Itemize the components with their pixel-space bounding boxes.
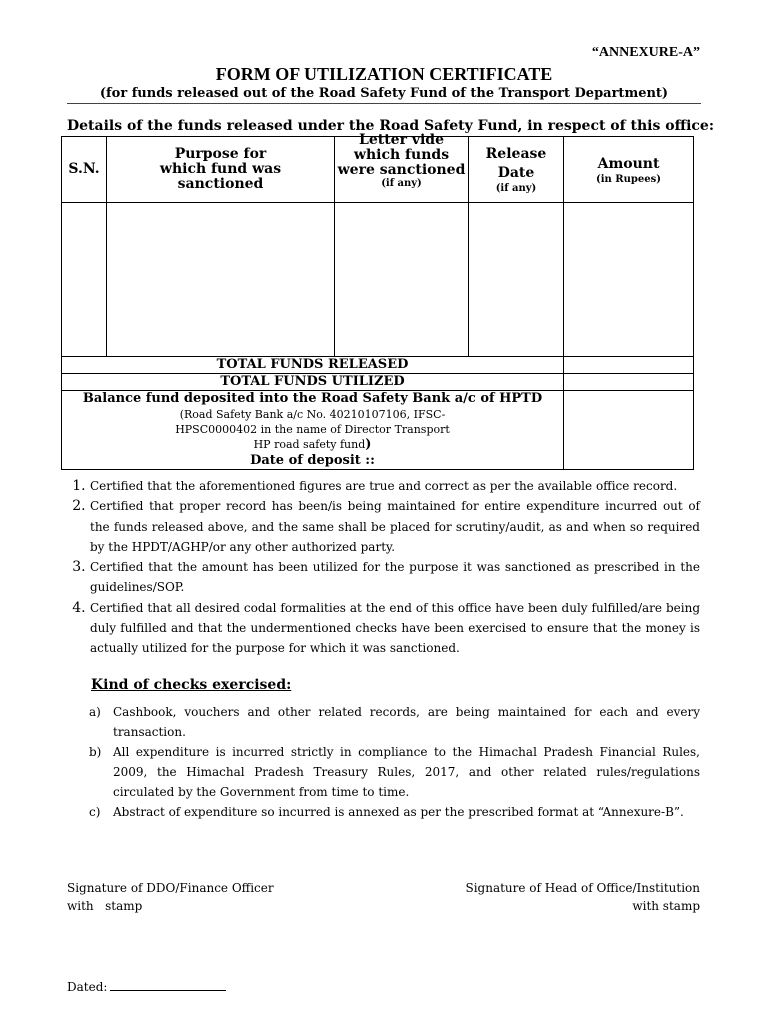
total-utilized-label: TOTAL FUNDS UTILIZED [62,374,564,391]
dated-field [67,978,226,994]
cell-amount[interactable] [564,203,694,357]
balance-label-cell [62,391,564,470]
signature-ddo-stamp: with stamp [67,899,143,913]
balance-bank-text: (Road Safety Bank a/c No. 40210107106, IFSC-HPSC0000402 in the name of Director Transport HP road safety fund [175,408,450,451]
total-released-label: TOTAL FUNDS RELEASED [62,357,564,374]
header-release [469,137,564,203]
header-sn: S.N. [62,137,107,203]
total-utilized-row [62,374,694,391]
certification-item: 4. Certified that all desired codal formalities at the end of this office have been duly fulfilled/are being duly fulfilled and that the undermentioned checks have been exercised to ensure that the money is actually utilized for the purpose for which it was sanctioned. [90,598,700,659]
check-text: Abstract of expenditure so incurred is annexed as per the prescribed format at “Annexure-B”. [113,805,684,819]
total-utilized-amount[interactable] [564,374,694,391]
header-amount-label: Amount [597,155,660,172]
certification-list [67,476,700,659]
check-marker: c) [89,805,101,819]
title-divider [67,103,701,104]
check-text: Cashbook, vouchers and other related records, are being maintained for each and every transaction. [113,705,700,739]
header-purpose [107,137,335,203]
dated-label: Dated: [67,980,108,994]
funds-table [61,132,694,470]
cell-release-date[interactable] [469,203,564,357]
date-of-deposit: Date of deposit :: [250,453,375,468]
certification-item: 3. Certified that the amount has been utilized for the purpose it was sanctioned as prescribed in the guidelines/SOP. [90,557,700,598]
page-title: FORM OF UTILIZATION CERTIFICATE [215,64,553,84]
check-marker: b) [89,745,102,759]
check-text: All expenditure is incurred strictly in compliance to the Himachal Pradesh Financial Rules, 2009, the Himachal Pradesh Treasury Rules, 2017, and other related rules/regulations circulated by the Government from time to time. [113,745,700,799]
header-amount [564,137,694,203]
header-release-note: (if any) [495,183,537,194]
check-item [89,742,700,802]
total-released-amount[interactable] [564,357,694,374]
check-item [89,802,700,822]
details-heading: Details of the funds released under the Road Safety Fund, in respect of this office: [67,118,715,134]
cell-purpose[interactable] [107,203,335,357]
balance-bank-close: ) [365,437,372,452]
checks-list [89,702,700,822]
total-released-row [62,357,694,374]
signature-head-stamp: with stamp [632,899,700,913]
table-entry-row [62,203,694,357]
balance-bank-details [62,407,563,452]
dated-input-line[interactable] [110,978,226,991]
table-header-row [62,137,694,203]
check-marker: a) [89,705,101,719]
signature-ddo-title: Signature of DDO/Finance Officer [67,881,274,895]
page-subtitle: (for funds released out of the Road Safety Fund of the Transport Department) [99,86,669,101]
signature-ddo [67,879,274,915]
balance-heading: Balance fund deposited into the Road Safety Bank a/c of HPTD [82,391,543,406]
certification-item: 1. Certified that the aforementioned figures are true and correct as per the available office record. [90,476,700,496]
annexure-label: “ANNEXURE-A” [591,45,700,60]
header-purpose-label: Purpose for which fund was sanctioned [159,146,282,192]
header-letter [335,132,469,203]
signature-head [465,879,700,915]
balance-amount[interactable] [564,391,694,470]
header-letter-note: (if any) [381,178,422,189]
cell-sn[interactable] [62,203,107,357]
signature-head-title: Signature of Head of Office/Institution [465,881,700,895]
header-release-label: Release Date [485,146,547,181]
header-amount-note: (in Rupees) [596,173,661,185]
checks-heading: Kind of checks exercised: [91,677,292,693]
cell-letter[interactable] [335,203,469,357]
certification-item: 2. Certified that proper record has been/is being maintained for entire expenditure incurred out of the funds released above, and the same shall be placed for scrutiny/audit, as and when so required by the HPDT/AGHP/or any other authorized party. [90,496,700,557]
balance-row [62,391,694,470]
check-item [89,702,700,742]
header-letter-label: Letter vide which funds were sanctioned [337,132,466,178]
